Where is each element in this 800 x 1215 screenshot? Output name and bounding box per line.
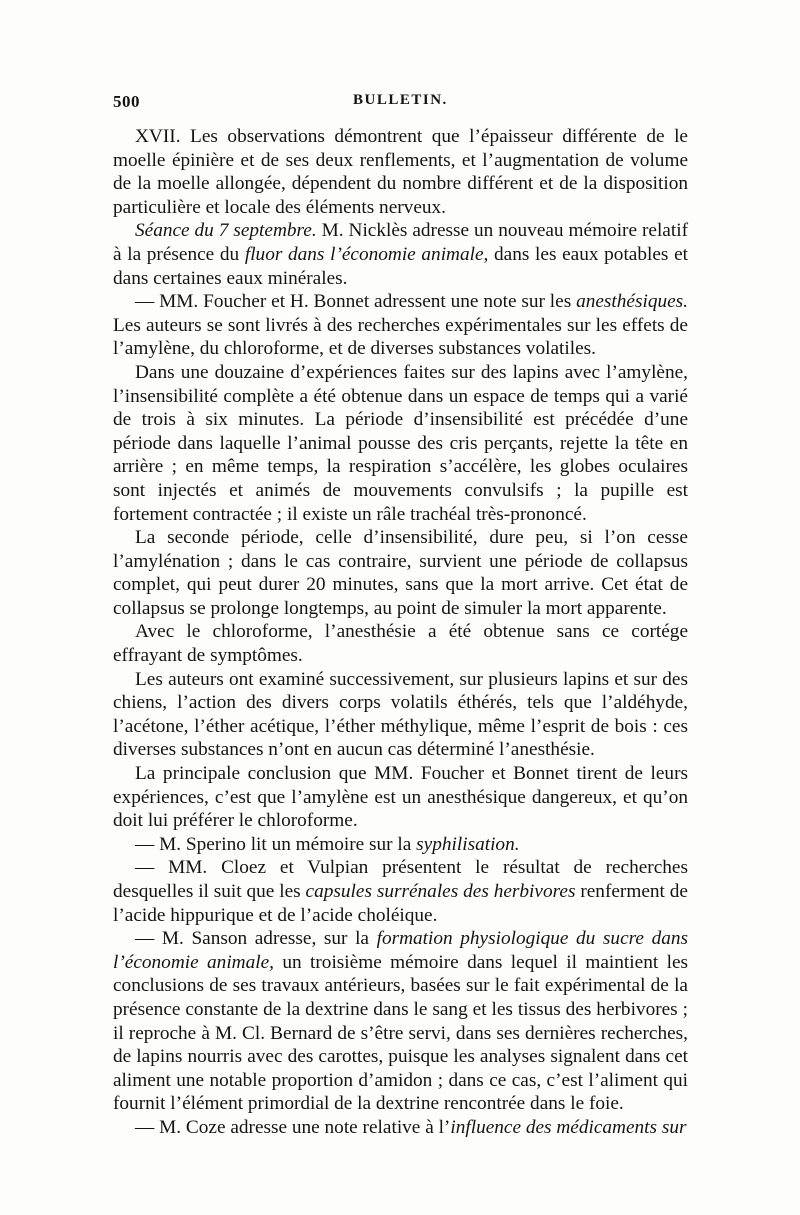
italic-text: influence des médicaments sur bbox=[450, 1116, 687, 1138]
paragraph bbox=[113, 526, 688, 620]
paragraph bbox=[113, 668, 688, 762]
text-run: Dans une douzaine d’expériences faites sur des lapins avec l’amylène, l’insensibilité complète a été obtenue dans un espace de temps qui a varié de trois à six minutes. La période d’insensibilité est précédée d’une période dans laquelle l’animal pousse des cris perçants, rejette la tête en arrière ; en même temps, la respiration s’accélère, les globes oculaires sont injectés et animés de mouvements convulsifs ; la pupille est fortement contractée ; il existe un râle trachéal très-prononcé. bbox=[113, 361, 688, 525]
paragraph bbox=[113, 361, 688, 526]
text-run: — MM. Foucher et H. Bonnet adressent une note sur les bbox=[135, 291, 577, 313]
italic-text: fluor dans l’économie animale, bbox=[244, 243, 489, 265]
body-text bbox=[113, 125, 688, 1140]
text-run: Les auteurs ont examiné successivement, sur plusieurs lapins et sur des chiens, l’action des divers corps volatils éthérés, tels que l’aldéhyde, l’acétone, l’éther acétique, l’éther méthylique, même l’esprit de bois : ces diverses substances n’ont en aucun cas déterminé l’anesthésie. bbox=[113, 668, 688, 761]
paragraph bbox=[113, 927, 688, 1116]
text-run: Les auteurs se sont livrés à des recherches expérimentales sur les effets de l’amylène, du chloroforme, et de diverses substances volatiles. bbox=[113, 314, 688, 360]
text-run: — M. Sperino lit un mémoire sur la bbox=[135, 833, 417, 855]
italic-text: syphilisation. bbox=[416, 833, 520, 855]
italic-text: Séance du 7 septembre. bbox=[135, 220, 317, 242]
paragraph bbox=[113, 833, 688, 857]
text-run: La seconde période, celle d’insensibilité, dure peu, si l’on cesse l’amylénation ; dans le cas contraire, survient une période de collapsus complet, qui peut durer 20 minutes, sans que la mort arrive. Cet état de collapsus se prolonge longtemps, au point de simuler la mort apparente. bbox=[113, 527, 688, 619]
paragraph bbox=[113, 856, 688, 927]
italic-text: formation physiologique du sucre dans l’économie animale, bbox=[113, 928, 688, 973]
text-run: Avec le chloroforme, l’anesthésie a été obtenue sans ce cortége effrayant de symptômes. bbox=[113, 621, 688, 667]
text-run: — M. Sanson adresse, sur la bbox=[135, 928, 377, 950]
italic-text: anesthésiques. bbox=[576, 291, 688, 313]
paragraph bbox=[113, 290, 688, 361]
running-title: BULLETIN. bbox=[353, 92, 448, 108]
italic-text: capsules surrénales des herbivores bbox=[305, 881, 576, 902]
text-run: — MM. Cloez et Vulpian présentent le résultat de recherches desquelles il suit que les bbox=[113, 857, 688, 902]
text-run: renferment de l’acide hippurique et de l’acide choléique. bbox=[113, 881, 688, 926]
text-run: dans les eaux potables et dans certaines eaux minérales. bbox=[113, 243, 688, 289]
page-header bbox=[113, 92, 693, 114]
paragraph bbox=[113, 219, 688, 290]
text-run: un troisième mémoire dans lequel il maintient les conclusions de ses travaux antérieurs, basées sur le fait expérimental de la présence constante de la dextrine dans le sang et les tissus des herbivores ; il reproche à M. Cl. Bernard de s’être servi, dans ses dernières recherches, de lapins nourris avec des carottes, puisque les analyses signalent dans cet aliment une notable proportion d’amidon ; dans ce cas, c’est l’aliment qui fournit l’élément primordial de la dextrine rencontrée dans le foie. bbox=[113, 951, 689, 1115]
paragraph bbox=[113, 1116, 688, 1140]
text-run: XVII. Les observations démontrent que l’épaisseur différente de le moelle épinière et de ses deux renflements, et l’augmentation de volume de la moelle allongée, dépendent du nombre différent et de la disposition particulière et locale des éléments nerveux. bbox=[113, 126, 688, 218]
paragraph bbox=[113, 762, 688, 833]
page-number: 500 bbox=[113, 92, 140, 111]
paragraph bbox=[113, 620, 688, 667]
text-run: M. Nicklès adresse un nouveau mémoire relatif à la présence du bbox=[113, 220, 689, 265]
text-run: La principale conclusion que MM. Foucher et Bonnet tirent de leurs expériences, c’est que l’amylène est un anesthésique dangereux, et qu’on doit lui préférer le chloroforme. bbox=[113, 763, 688, 832]
text-run: — M. Coze adresse une note relative à l’ bbox=[135, 1116, 451, 1138]
paragraph bbox=[113, 125, 688, 219]
